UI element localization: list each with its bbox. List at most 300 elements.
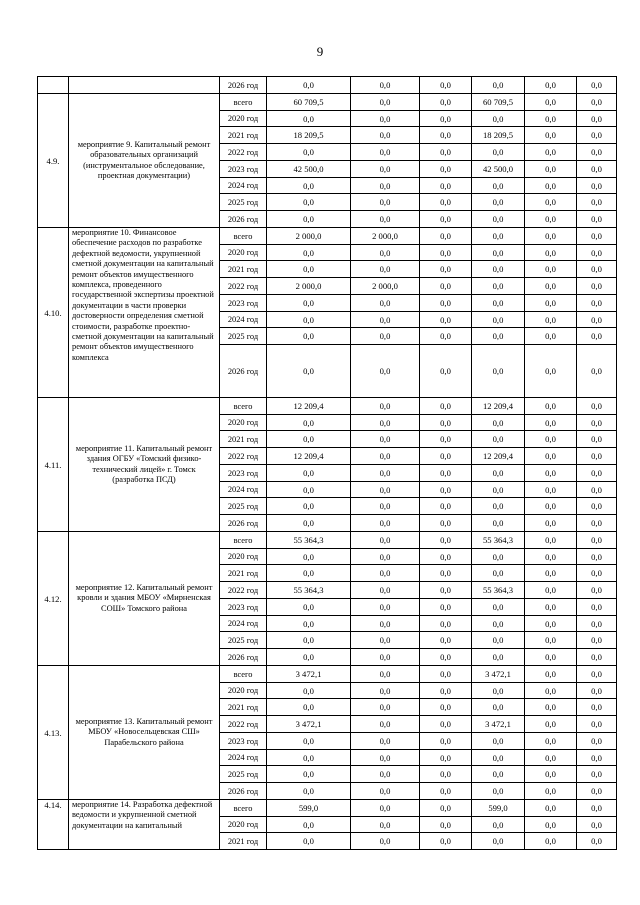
year-cell: 2026 год [220,211,267,228]
description-cell: мероприятие 11. Капитальный ремонт здания ОГБУ «Томский физико-технический лицей» г. Томск (разработка ПСД) [69,398,220,532]
value-cell: 0,0 [351,699,420,716]
value-cell: 0,0 [525,448,577,465]
value-cell: 0,0 [267,144,351,161]
value-cell: 55 364,3 [267,582,351,599]
table-row [38,228,617,245]
value-cell: 0,0 [525,498,577,515]
value-cell: 0,0 [267,683,351,699]
year-cell: 2023 год [220,295,267,312]
value-cell: 0,0 [525,127,577,144]
value-cell: 2 000,0 [267,228,351,245]
value-cell: 0,0 [420,699,472,716]
year-cell: 2024 год [220,750,267,766]
value-cell: 0,0 [525,328,577,345]
value-cell: 0,0 [472,465,525,482]
table-row [38,94,617,111]
value-cell: 0,0 [577,431,617,448]
year-cell: 2026 год [220,649,267,666]
value-cell: 0,0 [525,683,577,699]
value-cell: 0,0 [267,245,351,261]
year-cell: 2021 год [220,127,267,144]
value-cell: 0,0 [351,482,420,498]
value-cell: 0,0 [420,278,472,295]
value-cell: 0,0 [577,515,617,532]
year-cell: 2020 год [220,817,267,833]
value-cell: 0,0 [420,733,472,750]
value-cell: 0,0 [472,431,525,448]
value-cell: 0,0 [351,328,420,345]
year-cell: 2022 год [220,716,267,733]
value-cell: 0,0 [525,716,577,733]
value-cell: 0,0 [351,582,420,599]
value-cell: 0,0 [472,211,525,228]
value-cell: 0,0 [267,733,351,750]
table-row [38,77,617,94]
value-cell: 0,0 [351,599,420,616]
value-cell: 0,0 [577,415,617,431]
value-cell: 0,0 [420,261,472,278]
year-cell: 2021 год [220,261,267,278]
value-cell: 0,0 [420,582,472,599]
value-cell: 0,0 [525,398,577,415]
value-cell: 0,0 [351,144,420,161]
value-cell: 0,0 [472,599,525,616]
value-cell: 0,0 [351,766,420,783]
value-cell: 0,0 [525,549,577,565]
value-cell: 0,0 [525,599,577,616]
year-cell: 2025 год [220,328,267,345]
value-cell: 0,0 [267,431,351,448]
description-cell: мероприятие 10. Финансовое обеспечение расходов по разработке дефектной ведомости, укрупненной сметной документации на капитальный ремонт объектов имущественного комплекса, проведенного государственной экспертизы проектной документации в части проверки достоверности определения сметной стоимости, разработке проектно-сметной документации на капитальный ремонт объектов имущественного комплекса [69,228,220,398]
year-cell: 2022 год [220,582,267,599]
value-cell: 0,0 [351,94,420,111]
value-cell: 0,0 [267,194,351,211]
value-cell: 0,0 [525,431,577,448]
value-cell: 0,0 [351,515,420,532]
value-cell: 0,0 [351,716,420,733]
value-cell: 0,0 [420,716,472,733]
value-cell: 0,0 [420,532,472,549]
value-cell: 0,0 [525,766,577,783]
year-cell: 2023 год [220,733,267,750]
value-cell: 0,0 [525,77,577,94]
value-cell: 0,0 [420,144,472,161]
value-cell: 0,0 [420,448,472,465]
value-cell: 0,0 [420,616,472,632]
table-row [38,666,617,683]
value-cell: 0,0 [472,278,525,295]
year-cell: 2025 год [220,498,267,515]
value-cell: 0,0 [267,766,351,783]
value-cell: 0,0 [472,683,525,699]
description-cell: мероприятие 14. Разработка дефектной ведомости и укрупненной сметной документации на капитальный [69,800,220,850]
code-cell: 4.13. [38,666,69,800]
value-cell: 0,0 [351,817,420,833]
value-cell: 0,0 [420,632,472,649]
value-cell: 0,0 [351,565,420,582]
value-cell: 0,0 [525,616,577,632]
value-cell: 0,0 [420,750,472,766]
value-cell: 0,0 [420,482,472,498]
value-cell: 0,0 [267,465,351,482]
year-cell: 2020 год [220,415,267,431]
year-cell: 2026 год [220,515,267,532]
value-cell: 0,0 [420,111,472,127]
value-cell: 0,0 [267,565,351,582]
value-cell: 0,0 [351,194,420,211]
value-cell: 0,0 [420,817,472,833]
value-cell: 0,0 [351,498,420,515]
year-cell: 2026 год [220,783,267,800]
value-cell: 0,0 [420,312,472,328]
code-cell: 4.12. [38,532,69,666]
description-cell: мероприятие 9. Капитальный ремонт образовательных организаций (инструментальное обследование, проектная документации) [69,94,220,228]
value-cell: 0,0 [525,833,577,850]
year-cell: 2021 год [220,431,267,448]
year-cell: 2024 год [220,178,267,194]
value-cell: 0,0 [420,649,472,666]
year-cell: 2025 год [220,766,267,783]
value-cell: 0,0 [577,312,617,328]
value-cell: 0,0 [472,616,525,632]
value-cell: 0,0 [267,515,351,532]
value-cell: 0,0 [472,328,525,345]
value-cell: 0,0 [577,211,617,228]
value-cell: 12 209,4 [472,398,525,415]
value-cell: 0,0 [420,178,472,194]
value-cell: 0,0 [525,817,577,833]
year-cell: 2025 год [220,632,267,649]
value-cell: 0,0 [267,750,351,766]
value-cell: 0,0 [420,228,472,245]
value-cell: 0,0 [525,194,577,211]
year-cell: 2020 год [220,245,267,261]
value-cell: 0,0 [267,111,351,127]
value-cell: 0,0 [420,345,472,398]
value-cell: 0,0 [577,649,617,666]
value-cell: 0,0 [267,632,351,649]
year-cell: 2026 год [220,77,267,94]
year-cell: всего [220,398,267,415]
value-cell: 0,0 [472,312,525,328]
value-cell: 0,0 [525,178,577,194]
value-cell: 0,0 [267,783,351,800]
value-cell: 0,0 [351,295,420,312]
value-cell: 0,0 [267,77,351,94]
value-cell: 0,0 [351,178,420,194]
value-cell: 0,0 [577,482,617,498]
value-cell: 0,0 [351,312,420,328]
value-cell: 0,0 [525,515,577,532]
value-cell: 0,0 [525,144,577,161]
value-cell: 2 000,0 [351,278,420,295]
value-cell: 42 500,0 [267,161,351,178]
value-cell: 0,0 [420,549,472,565]
value-cell: 0,0 [525,94,577,111]
value-cell: 0,0 [351,632,420,649]
value-cell: 12 209,4 [267,398,351,415]
value-cell: 0,0 [525,649,577,666]
value-cell: 0,0 [577,144,617,161]
value-cell: 0,0 [577,161,617,178]
value-cell: 0,0 [577,666,617,683]
value-cell: 0,0 [525,295,577,312]
value-cell: 0,0 [420,211,472,228]
value-cell: 0,0 [472,649,525,666]
value-cell: 0,0 [351,415,420,431]
value-cell: 0,0 [525,228,577,245]
value-cell: 0,0 [472,783,525,800]
year-cell: 2026 год [220,345,267,398]
value-cell: 0,0 [351,465,420,482]
value-cell: 0,0 [267,649,351,666]
value-cell: 0,0 [420,565,472,582]
value-cell: 0,0 [420,398,472,415]
value-cell: 0,0 [577,632,617,649]
value-cell: 0,0 [577,549,617,565]
year-cell: 2024 год [220,482,267,498]
value-cell: 0,0 [420,498,472,515]
value-cell: 12 209,4 [267,448,351,465]
value-cell: 0,0 [525,415,577,431]
value-cell: 0,0 [351,261,420,278]
value-cell: 0,0 [267,328,351,345]
value-cell: 3 472,1 [472,666,525,683]
value-cell: 18 209,5 [472,127,525,144]
year-cell: всего [220,532,267,549]
value-cell: 0,0 [472,498,525,515]
value-cell: 0,0 [267,817,351,833]
year-cell: 2021 год [220,565,267,582]
value-cell: 0,0 [420,431,472,448]
value-cell: 0,0 [577,565,617,582]
year-cell: 2022 год [220,144,267,161]
value-cell: 0,0 [577,733,617,750]
value-cell: 0,0 [577,616,617,632]
value-cell: 0,0 [472,817,525,833]
value-cell: 0,0 [472,699,525,716]
value-cell: 0,0 [351,127,420,144]
code-cell: 4.14. [38,800,69,850]
value-cell: 3 472,1 [472,716,525,733]
value-cell: 0,0 [577,127,617,144]
value-cell: 0,0 [525,632,577,649]
value-cell: 0,0 [351,77,420,94]
value-cell: 0,0 [351,111,420,127]
code-cell [38,77,69,94]
year-cell: 2024 год [220,312,267,328]
value-cell: 3 472,1 [267,716,351,733]
description-cell: мероприятие 12. Капитальный ремонт кровли и здания МБОУ «Мирненская СОШ» Томского района [69,532,220,666]
value-cell: 0,0 [472,345,525,398]
value-cell: 0,0 [525,261,577,278]
value-cell: 0,0 [577,833,617,850]
value-cell: 0,0 [472,245,525,261]
year-cell: всего [220,228,267,245]
description-cell: мероприятие 13. Капитальный ремонт МБОУ «Новосельцевская СШ» Парабельского района [69,666,220,800]
value-cell: 0,0 [577,77,617,94]
value-cell: 0,0 [577,194,617,211]
value-cell: 0,0 [420,766,472,783]
value-cell: 0,0 [472,565,525,582]
value-cell: 0,0 [577,261,617,278]
value-cell: 0,0 [525,111,577,127]
value-cell: 0,0 [351,431,420,448]
page-number: 9 [316,44,324,59]
value-cell: 0,0 [577,683,617,699]
value-cell: 0,0 [267,295,351,312]
year-cell: 2024 год [220,616,267,632]
value-cell: 0,0 [267,211,351,228]
year-cell: 2023 год [220,465,267,482]
year-cell: 2021 год [220,833,267,850]
value-cell: 0,0 [577,532,617,549]
value-cell: 0,0 [267,261,351,278]
code-cell: 4.11. [38,398,69,532]
value-cell: 0,0 [525,699,577,716]
value-cell: 0,0 [525,666,577,683]
value-cell: 0,0 [577,766,617,783]
value-cell: 0,0 [577,699,617,716]
value-cell: 0,0 [577,498,617,515]
value-cell: 0,0 [420,515,472,532]
table-row [38,398,617,415]
value-cell: 0,0 [525,582,577,599]
value-cell: 0,0 [577,716,617,733]
value-cell: 0,0 [351,733,420,750]
value-cell: 0,0 [267,178,351,194]
value-cell: 0,0 [472,766,525,783]
value-cell: 0,0 [267,498,351,515]
value-cell: 0,0 [577,328,617,345]
value-cell: 0,0 [267,599,351,616]
year-cell: 2023 год [220,161,267,178]
value-cell: 0,0 [472,482,525,498]
value-cell: 18 209,5 [267,127,351,144]
year-cell: 2022 год [220,278,267,295]
value-cell: 0,0 [420,800,472,817]
value-cell: 3 472,1 [267,666,351,683]
value-cell: 0,0 [351,549,420,565]
code-cell: 4.9. [38,94,69,228]
value-cell: 42 500,0 [472,161,525,178]
value-cell: 0,0 [420,666,472,683]
value-cell: 0,0 [525,465,577,482]
value-cell: 0,0 [577,278,617,295]
value-cell: 12 209,4 [472,448,525,465]
value-cell: 0,0 [577,345,617,398]
value-cell: 0,0 [472,549,525,565]
year-cell: 2022 год [220,448,267,465]
value-cell: 0,0 [577,582,617,599]
value-cell: 0,0 [420,194,472,211]
value-cell: 0,0 [351,532,420,549]
value-cell: 0,0 [577,448,617,465]
value-cell: 0,0 [525,211,577,228]
value-cell: 0,0 [351,683,420,699]
value-cell: 0,0 [577,94,617,111]
value-cell: 0,0 [577,295,617,312]
value-cell: 0,0 [577,800,617,817]
value-cell: 0,0 [267,699,351,716]
value-cell: 0,0 [472,295,525,312]
value-cell: 0,0 [577,750,617,766]
value-cell: 2 000,0 [351,228,420,245]
value-cell: 0,0 [420,465,472,482]
year-cell: всего [220,800,267,817]
value-cell: 0,0 [351,345,420,398]
value-cell: 0,0 [525,482,577,498]
year-cell: всего [220,94,267,111]
year-cell: 2021 год [220,699,267,716]
value-cell: 0,0 [267,415,351,431]
value-cell: 0,0 [420,245,472,261]
value-cell: 0,0 [351,211,420,228]
value-cell: 60 709,5 [472,94,525,111]
value-cell: 55 364,3 [267,532,351,549]
value-cell: 0,0 [525,800,577,817]
value-cell: 0,0 [525,733,577,750]
value-cell: 0,0 [472,194,525,211]
value-cell: 0,0 [577,178,617,194]
value-cell: 0,0 [472,144,525,161]
value-cell: 0,0 [351,245,420,261]
value-cell: 0,0 [351,616,420,632]
value-cell: 0,0 [472,733,525,750]
value-cell: 0,0 [472,228,525,245]
value-cell: 0,0 [420,833,472,850]
value-cell: 0,0 [420,94,472,111]
value-cell: 0,0 [351,800,420,817]
value-cell: 55 364,3 [472,532,525,549]
value-cell: 0,0 [472,178,525,194]
value-cell: 0,0 [351,448,420,465]
value-cell: 0,0 [525,161,577,178]
description-cell [69,77,220,94]
year-cell: 2023 год [220,599,267,616]
value-cell: 0,0 [577,783,617,800]
value-cell: 0,0 [472,750,525,766]
year-cell: 2020 год [220,111,267,127]
table-row [38,532,617,549]
value-cell: 0,0 [351,783,420,800]
value-cell: 0,0 [525,312,577,328]
value-cell: 0,0 [472,833,525,850]
value-cell: 0,0 [577,599,617,616]
value-cell: 0,0 [351,161,420,178]
value-cell: 0,0 [472,261,525,278]
value-cell: 0,0 [525,345,577,398]
value-cell: 0,0 [577,228,617,245]
value-cell: 0,0 [420,328,472,345]
value-cell: 0,0 [472,515,525,532]
value-cell: 0,0 [267,616,351,632]
value-cell: 0,0 [472,415,525,431]
year-cell: 2020 год [220,549,267,565]
value-cell: 55 364,3 [472,582,525,599]
value-cell: 0,0 [525,783,577,800]
value-cell: 0,0 [577,465,617,482]
value-cell: 0,0 [351,398,420,415]
value-cell: 0,0 [472,632,525,649]
value-cell: 599,0 [472,800,525,817]
year-cell: 2025 год [220,194,267,211]
value-cell: 0,0 [577,398,617,415]
budget-table [37,76,617,850]
value-cell: 0,0 [525,278,577,295]
value-cell: 0,0 [472,111,525,127]
value-cell: 0,0 [420,683,472,699]
